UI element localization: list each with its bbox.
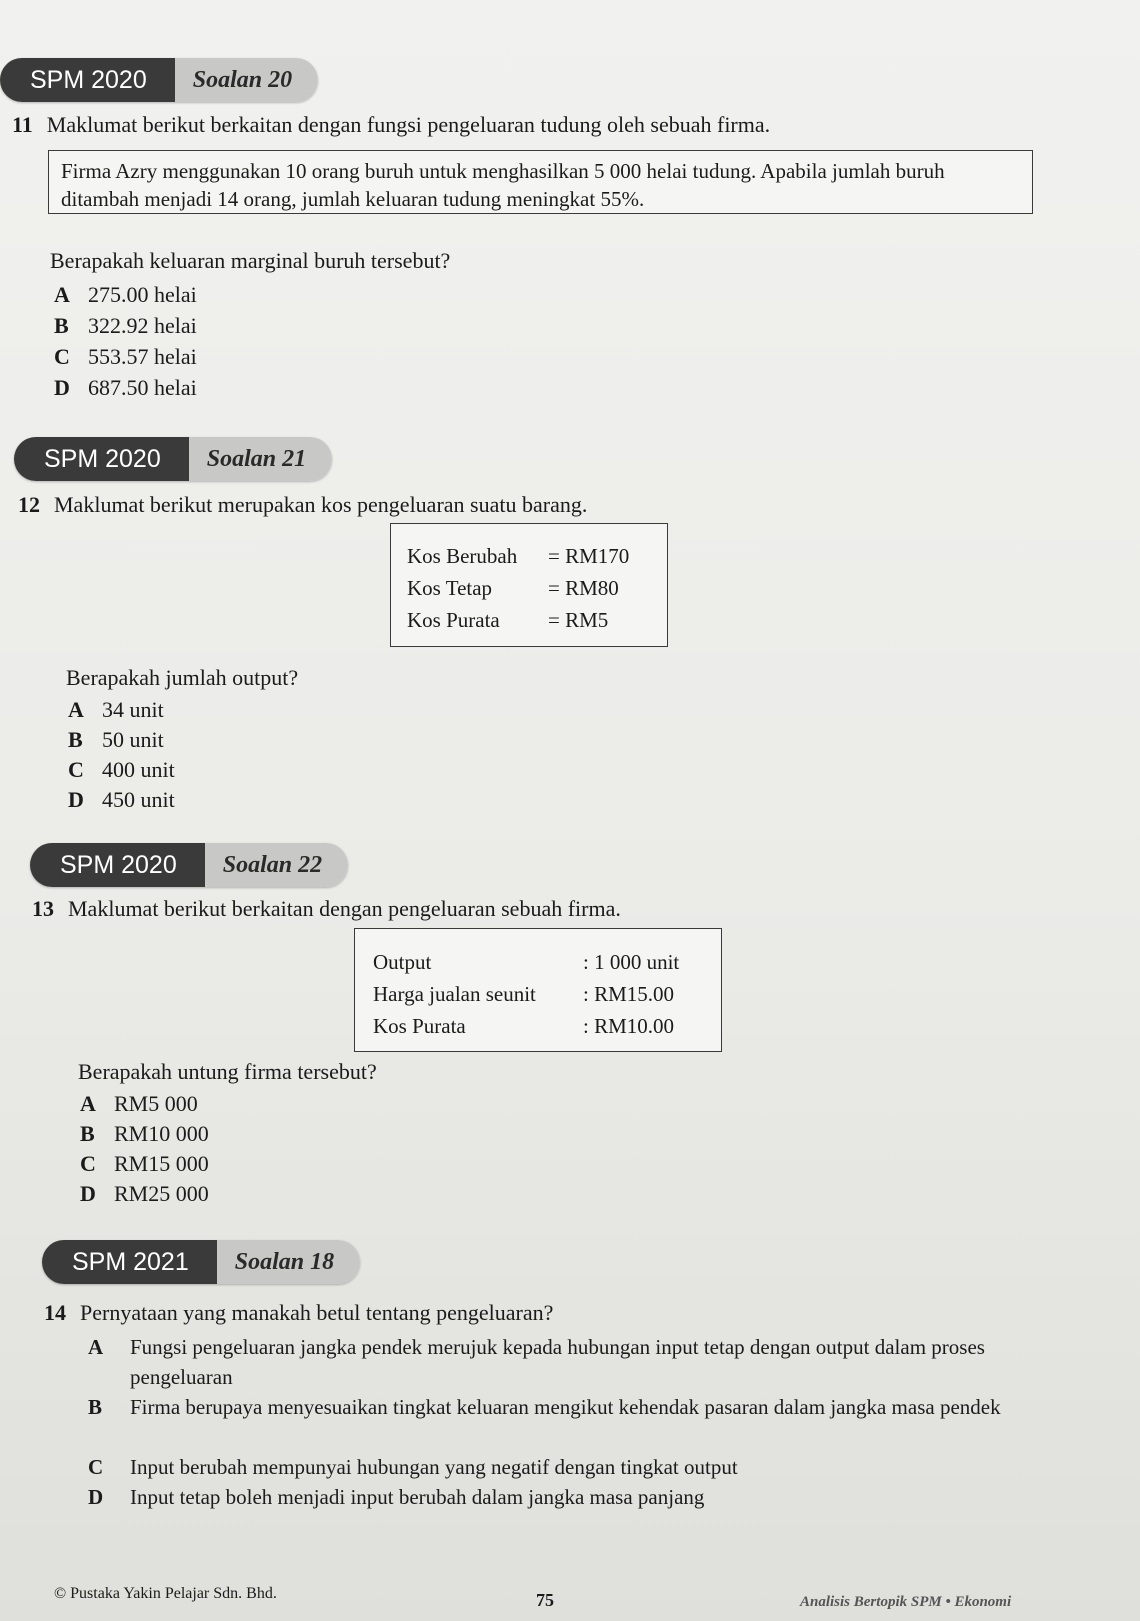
option-letter: C xyxy=(88,1455,104,1479)
footer-series: Analisis Bertopik SPM • Ekonomi xyxy=(800,1594,1012,1610)
row-label: Output xyxy=(373,950,432,974)
exam-badge xyxy=(14,437,332,481)
option-d xyxy=(88,1482,1078,1512)
row-value: = RM170 xyxy=(548,544,630,568)
option-text: RM10 000 xyxy=(114,1121,209,1146)
footer-publisher: © Pustaka Yakin Pelajar Sdn. Bhd. xyxy=(54,1585,277,1602)
question-stem xyxy=(44,1300,553,1326)
option-b xyxy=(54,313,197,339)
production-table-box xyxy=(354,928,722,1052)
exam-badge xyxy=(42,1240,360,1284)
exam-year: SPM 2020 xyxy=(14,437,189,481)
exam-year: SPM 2020 xyxy=(0,58,175,102)
option-c xyxy=(54,344,197,370)
option-a xyxy=(54,282,197,308)
option-text: 687.50 helai xyxy=(88,375,197,400)
option-letter: D xyxy=(80,1181,96,1206)
option-letter: A xyxy=(88,1335,104,1359)
row-value: : RM15.00 xyxy=(583,982,675,1006)
option-text: Input berubah mempunyai hubungan yang negatif dengan tingkat output xyxy=(130,1455,738,1479)
question-text: Berapakah untung firma tersebut? xyxy=(78,1059,377,1084)
exam-badge xyxy=(0,58,318,102)
row-label: Harga jualan seunit xyxy=(373,982,536,1006)
option-letter: C xyxy=(80,1151,96,1176)
option-letter: B xyxy=(88,1395,103,1419)
option-letter: B xyxy=(68,727,83,752)
stem-text: Maklumat berikut berkaitan dengan fungsi pengeluaran tudung oleh sebuah firma. xyxy=(46,112,771,137)
row-label: Kos Tetap xyxy=(407,576,493,600)
stem-text: Pernyataan yang manakah betul tentang pengeluaran? xyxy=(80,1300,554,1325)
question-text: Berapakah keluaran marginal buruh tersebut? xyxy=(50,248,451,273)
option-c xyxy=(68,757,175,783)
option-text: 50 unit xyxy=(102,727,164,752)
exam-year: SPM 2020 xyxy=(30,843,205,887)
option-text: 553.57 helai xyxy=(88,344,197,369)
question-text: Berapakah jumlah output? xyxy=(66,665,299,690)
soalan-label: Soalan 22 xyxy=(205,843,348,887)
cost-table-box xyxy=(390,523,668,647)
info-box: Firma Azry menggunakan 10 orang buruh untuk menghasilkan 5 000 helai tudung. Apabila jumlah buruh ditambah menjadi 14 orang, jumlah keluaran tudung meningkat 55%. xyxy=(48,150,1033,214)
question-number: 13 xyxy=(32,896,54,921)
question-stem xyxy=(32,896,621,922)
option-b xyxy=(68,727,164,753)
option-text: Firma berupaya menyesuaikan tingkat keluaran mengikut kehendak pasaran dalam jangka masa pendek xyxy=(130,1395,1001,1419)
option-d xyxy=(68,787,175,813)
option-a xyxy=(88,1332,1078,1392)
option-letter: D xyxy=(54,375,70,400)
option-letter: A xyxy=(54,282,70,307)
question-number: 11 xyxy=(12,112,33,137)
option-text: RM15 000 xyxy=(114,1151,209,1176)
option-text: Fungsi pengeluaran jangka pendek merujuk kepada hubungan input tetap dengan output dalam proses pengeluaran xyxy=(130,1335,985,1389)
option-b xyxy=(80,1121,209,1147)
option-d xyxy=(80,1181,209,1207)
row-value: : 1 000 unit xyxy=(583,950,680,974)
option-text: 34 unit xyxy=(102,697,164,722)
option-text: 322.92 helai xyxy=(88,313,197,338)
option-a xyxy=(68,697,164,723)
page-number: 75 xyxy=(536,1590,554,1610)
row-label: Kos Purata xyxy=(407,608,500,632)
question-stem xyxy=(12,112,770,138)
option-text: 275.00 helai xyxy=(88,282,197,307)
stem-text: Maklumat berikut berkaitan dengan pengeluaran sebuah firma. xyxy=(68,896,621,921)
row-value: = RM80 xyxy=(548,576,619,600)
option-letter: B xyxy=(80,1121,95,1146)
option-d xyxy=(54,375,197,401)
exam-year: SPM 2021 xyxy=(42,1240,217,1284)
option-letter: A xyxy=(80,1091,96,1116)
option-a xyxy=(80,1091,198,1117)
question-stem xyxy=(18,492,587,518)
soalan-label: Soalan 18 xyxy=(217,1240,360,1284)
row-label: Kos Purata xyxy=(373,1014,466,1038)
option-letter: D xyxy=(88,1485,104,1509)
option-text: RM5 000 xyxy=(114,1091,198,1116)
option-text: 450 unit xyxy=(102,787,175,812)
soalan-label: Soalan 21 xyxy=(189,437,332,481)
soalan-label: Soalan 20 xyxy=(175,58,318,102)
row-label: Kos Berubah xyxy=(407,544,518,568)
option-text: RM25 000 xyxy=(114,1181,209,1206)
option-letter: C xyxy=(68,757,84,782)
option-c xyxy=(80,1151,209,1177)
question-number: 12 xyxy=(18,492,40,517)
option-b xyxy=(88,1392,1078,1422)
row-value: : RM10.00 xyxy=(583,1014,675,1038)
option-letter: A xyxy=(68,697,84,722)
option-letter: C xyxy=(54,344,70,369)
option-letter: B xyxy=(54,313,69,338)
question-number: 14 xyxy=(44,1300,66,1325)
exam-badge xyxy=(30,843,348,887)
stem-text: Maklumat berikut merupakan kos pengeluaran suatu barang. xyxy=(54,492,588,517)
row-value: = RM5 xyxy=(548,608,609,632)
option-letter: D xyxy=(68,787,84,812)
option-c xyxy=(88,1452,1078,1482)
option-text: Input tetap boleh menjadi input berubah dalam jangka masa panjang xyxy=(130,1485,705,1509)
option-text: 400 unit xyxy=(102,757,175,782)
